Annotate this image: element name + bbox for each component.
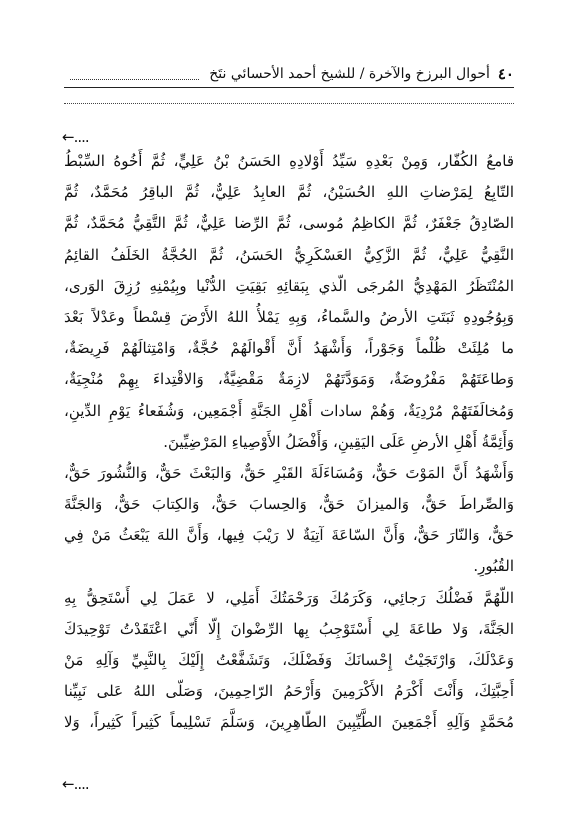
page-number: ٤٠ (497, 65, 514, 83)
text-line: حَقٌّ، وَالنّارَ حَقٌّ، وَأَنَّ السّاعَةَ آتِيَةٌ لا رَيْبَ فِيها، وَأَنَّ اللهَ يَبْعَثُ مَنْ فِي (64, 526, 514, 545)
continuation-marker-top: ←.... (62, 128, 89, 146)
text-line: وَبِوُجُودِهِ ثَبَتَتِ الأرضُ والسَّماءُ، وَبِهِ يَمْلأُ اللهُ الأَرْضَ قِسْطاً وعَدْلاً بَعْدَ (64, 307, 514, 326)
text-line: النَّقِيُّ عَلِيٌّ، ثُمَّ الزَّكِيُّ العَسْكَرِيُّ الحَسَنُ، ثُمَّ الحُجَّةُ الخَلَفُ القائِمُ (64, 245, 514, 264)
text-line: وَمُخالَفَتَهُمْ مُرْدِيَةٌ، وَهُمْ سادات أَهْلِ الجَنَّةِ أَجْمَعِين، وَشُفَعاءُ يَوْمِ الدِّينِ، (64, 401, 514, 420)
text-line: مُحَمَّدٍ وَآلِهِ أَجْمَعِينَ الطَّيِّبِينَ الطّاهِرِينَ، وَسَلَّمَ تَسْلِيماً كَثِيراً كَثِيراً، وَلا (64, 713, 514, 732)
text-line: وَأَئِمَّةُ أَهْلِ الأرضِ عَلَى اليَقِينِ، وَأَفْضَلُ الأَوْصِياءِ المَرْضِيِّينَ. (163, 432, 514, 451)
text-line: الصّادِقُ جَعْفَرٌ، ثُمَّ الكاظِمُ مُوسى، ثُمَّ الرِّضا عَلِيٌّ، ثُمَّ التَّقِيُّ مُحَمَّدٌ، ثُمَّ (64, 214, 514, 233)
page-header (64, 62, 514, 86)
text-line: اللّهُمَّ فَضْلُكَ رَجائِي، وَكَرَمُكَ وَرَحْمَتُكَ أَمَلِي، لا عَمَلَ لِي أَسْتَحِقُّ بِهِ (64, 588, 514, 607)
text-line: المُنْتَظَرُ المَهْدِيُّ المُرجَى الّذي بِبَقائِهِ بَقِيَتِ الدُّنْيا وبِيُمْنِهِ رُزِقَ الوَرى، (64, 276, 514, 295)
text-line: التّابِعُ لِمَرْضاتِ اللهِ الحُسَيْنُ، ثُمَّ العابِدُ عَلِيٌّ، ثُمَّ الباقِرُ مُحَمَّدٌ، ثُمَّ (64, 183, 514, 202)
header-dotted-rule (64, 103, 514, 104)
text-line: وَطاعَتَهُمْ مَفْرُوضَةٌ، وَمَوَدَّتَهُمْ لازِمَةٌ مَقْضِيَّةٌ، وَالاقْتِداءَ بِهِمْ مُنْجِيَةٌ، (64, 370, 514, 389)
text-line: وَأَشْهَدُ أَنَّ المَوْتَ حَقٌّ، وَمُسَاءَلَةَ القَبْرِ حَقٌّ، وَالبَعْثَ حَقٌّ، وَالنُّشُورَ حَقٌّ، (64, 463, 514, 482)
text-line: قامعُ الكُفّار، وَمِنْ بَعْدِهِ سَيِّدُ أَوْلادِهِ الحَسَنُ بْنُ عَلِيٍّ، ثُمَّ أَخُوهُ السِّبْطُ (64, 152, 514, 170)
text-line: أَحِبَّتِكَ، وَأَنْتَ أَكْرَمُ الأَكْرَمِينَ وَأَرْحَمُ الرّاحِمِينَ، وَصَلّى اللهُ عَلى نَبِيِّنا (64, 682, 514, 701)
text-line: وَعَدْلَكَ، وَارْتَجَيْتُ إِحْسانَكَ وَفَضْلَكَ، وَتَشَفَّعْتُ إِلَيْكَ بِالنَّبِيِّ وَآلِهِ مَنْ (64, 651, 514, 669)
continuation-marker-bottom: ←.... (62, 775, 89, 793)
body-text (64, 146, 514, 739)
header-rule (64, 87, 514, 88)
text-line: وَالصِّراطَ حَقٌّ، وَالميزانَ حَقٌّ، وَالحِسابَ حَقٌّ، وَالكِتابَ حَقٌّ، وَالجَنَّةَ (64, 495, 514, 514)
text-line: الجَنَّةَ، وَلا طاعَةَ لِي أَسْتَوْجِبُ بِها الرِّضْوانَ إِلّا أَنّي اعْتَقَدْتُ تَوْحِيدَكَ (64, 619, 514, 638)
running-title: أحوال البرزخ والآخرة / للشيخ أحمد الأحسائي نتَخ (209, 66, 490, 82)
text-line: القُبُورِ. (473, 557, 514, 576)
header-dot-leader (70, 69, 199, 80)
text-line: ما مُلِئَتْ ظُلْماً وَجَوْراً، وَأَشْهَدُ أَنَّ أَقْوالَهُمْ حُجَّةٌ، وَامْتِثالَهُمْ فَرِيضَةٌ، (64, 339, 514, 358)
